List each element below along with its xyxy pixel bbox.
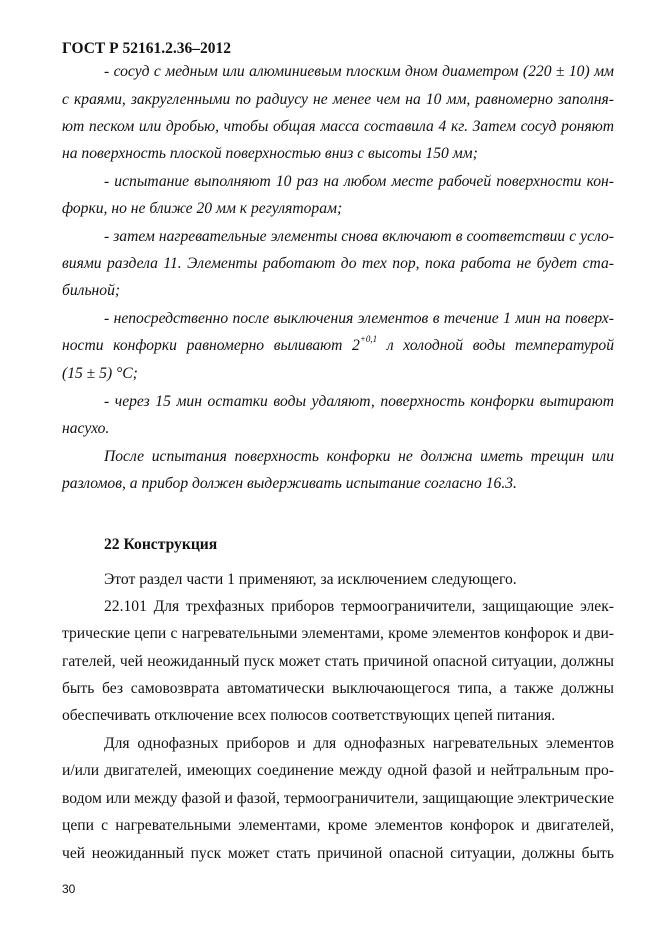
text-line: - сосуд с медным или алюминиевым плоским дном диаметром (220 ± 10) мм <box>104 63 614 80</box>
superscript-tolerance: +0,1 <box>359 334 378 344</box>
page-number: 30 <box>62 882 76 896</box>
text-line: 22.101 Для трехфазных приборов термоограничители, защищающие элек- <box>104 598 614 615</box>
text-line: Этот раздел части 1 применяют, за исключением следующего. <box>104 571 517 588</box>
text-line: - испытание выполняют 10 раз на любом месте рабочей поверхности кон- <box>104 173 614 190</box>
text-line: форки, но не ближе 20 мм к регуляторам; <box>62 200 343 217</box>
line-text-post: л холодной воды температурой <box>377 337 614 354</box>
text-line: водом или между фазой и фазой, термоограничители, защищающие электрические <box>62 790 614 807</box>
text-line: быть без самовозврата автоматически выключающегося типа, а также должны <box>62 680 614 697</box>
text-line: бильной; <box>62 282 121 299</box>
text-line: с краями, закругленными по радиусу не менее чем на 10 мм, равномерно заполня- <box>62 91 614 108</box>
text-line: разломов, а прибор должен выдерживать испытание согласно 16.3. <box>62 475 517 492</box>
text-line: (15 ± 5) °С; <box>62 365 138 382</box>
text-line: Для однофазных приборов и для однофазных нагревательных элементов <box>104 735 614 752</box>
document-header: ГОСТ Р 52161.2.36–2012 <box>62 40 231 57</box>
text-line: виями раздела 11. Элементы работают до тех пор, пока работа не будет ста- <box>62 255 614 272</box>
text-line: цепи с нагревательными элементами, кроме элементов конфорок и двигателей, <box>62 817 614 834</box>
text-line: и/или двигателей, имеющих соединение между одной фазой и нейтральным про- <box>62 762 614 779</box>
line-text-pre: ности конфорки равномерно выливают 2 <box>62 337 360 354</box>
text-line: обеспечивать отключение всех полюсов соответствующих цепей питания. <box>62 707 556 724</box>
text-line: трические цепи с нагревательными элементами, кроме элементов конфорок и дви- <box>62 625 614 642</box>
text-line: ют песком или дробью, чтобы общая масса составила 4 кг. Затем сосуд роняют <box>62 118 614 135</box>
text-line-superscript <box>62 334 614 355</box>
text-line: - непосредственно после выключения элементов в течение 1 мин на поверх- <box>104 310 614 327</box>
text-line: - затем нагревательные элементы снова включают в соответствии с усло- <box>104 228 614 245</box>
text-line: насухо. <box>62 420 110 437</box>
text-line: После испытания поверхность конфорки не должна иметь трещин или <box>104 448 614 465</box>
text-line: - через 15 мин остатки воды удаляют, поверхность конфорки вытирают <box>104 393 614 410</box>
section-heading: 22 Конструкция <box>104 536 218 553</box>
text-line: гателей, чей неожиданный пуск может стать причиной опасной ситуации, должны <box>62 653 614 670</box>
text-line: чей неожиданный пуск может стать причиной опасной ситуации, должны быть <box>62 845 614 862</box>
text-line: на поверхность плоской поверхностью вниз с высоты 150 мм; <box>62 145 478 162</box>
